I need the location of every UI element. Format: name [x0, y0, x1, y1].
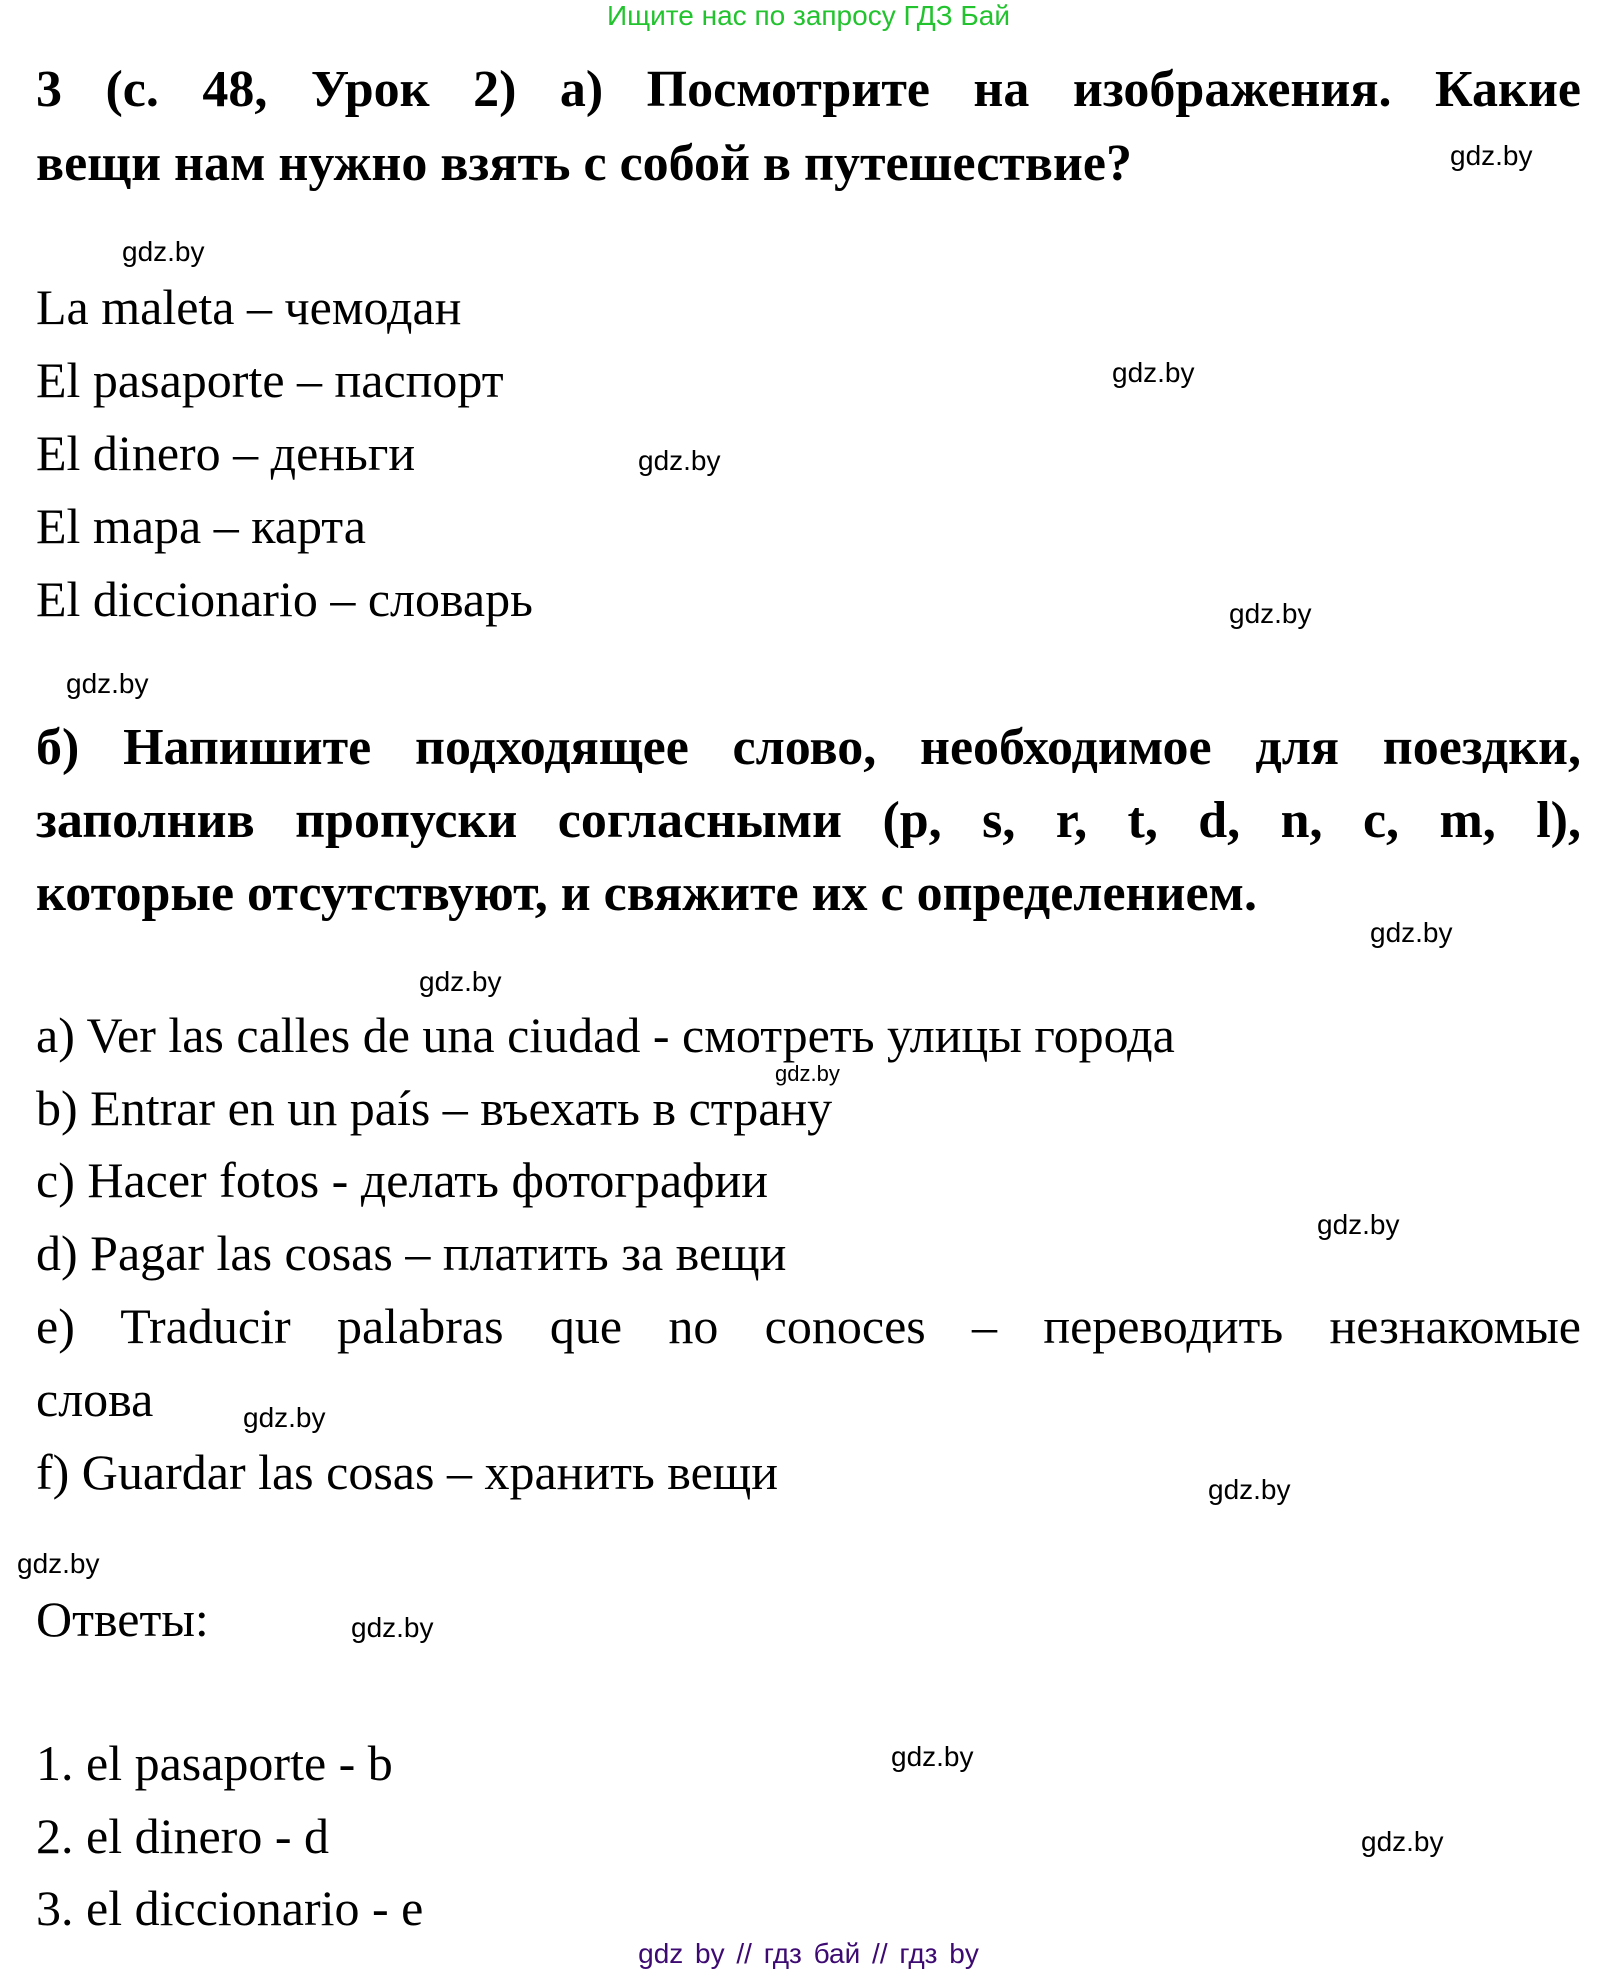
- watermark: gdz.by: [1317, 1209, 1400, 1240]
- answer-1: 1. el pasaporte - b: [36, 1735, 393, 1791]
- watermark: gdz.by: [66, 668, 149, 699]
- definition-c: c) Hacer fotos - делать фотографии: [36, 1152, 769, 1208]
- definition-d: d) Pagar las cosas – платить за вещи: [36, 1225, 787, 1281]
- part-b-line-1: б) Напишите подходящее слово, необходимое для поездки,: [36, 719, 1581, 776]
- answer-3: 3. el diccionario - e: [36, 1880, 424, 1936]
- part-b-line-2: заполнив пропуски согласными (p, s, r, t, d, n, c, m, l),: [36, 792, 1581, 849]
- definition-a: a) Ver las calles de una ciudad - смотреть улицы города: [36, 1007, 1175, 1063]
- watermark: gdz.by: [1361, 1826, 1444, 1857]
- vocab-item-pasaporte: El pasaporte – паспорт: [36, 352, 504, 408]
- watermark: gdz.by: [351, 1612, 434, 1643]
- answer-2: 2. el dinero - d: [36, 1808, 329, 1864]
- watermark: gdz.by: [17, 1548, 100, 1579]
- footer-watermark: gdz by // гдз бай // гдз by: [638, 1938, 979, 1969]
- task-title-line-2: вещи нам нужно взять с собой в путешествие?: [36, 135, 1132, 192]
- watermark: gdz.by: [1229, 598, 1312, 629]
- watermark: gdz.by: [1370, 917, 1453, 948]
- definition-b: b) Entrar en un país – въехать в страну: [36, 1080, 833, 1136]
- watermark: gdz.by: [638, 445, 721, 476]
- answers-label: Ответы:: [36, 1591, 209, 1647]
- task-title-line-1: 3 (с. 48, Урок 2) а) Посмотрите на изображения. Какие: [36, 61, 1581, 118]
- watermark: gdz.by: [243, 1402, 326, 1433]
- vocab-item-dinero: El dinero – деньги: [36, 425, 416, 481]
- watermark: gdz.by: [1208, 1474, 1291, 1505]
- watermark: gdz.by: [1450, 140, 1533, 171]
- vocab-item-diccionario: El diccionario – словарь: [36, 571, 533, 627]
- watermark: gdz.by: [775, 1061, 840, 1086]
- search-banner: Ищите нас по запросу ГДЗ Бай: [606, 0, 1011, 31]
- watermark: gdz.by: [419, 966, 502, 997]
- vocab-item-mapa: El mapa – карта: [36, 498, 366, 554]
- vocab-item-maleta: La maleta – чемодан: [36, 279, 462, 335]
- definition-e-continued: слова: [36, 1371, 154, 1427]
- definition-e: e) Traducir palabras que no conoces – переводить незнакомые: [36, 1298, 1581, 1354]
- definition-f: f) Guardar las cosas – хранить вещи: [36, 1444, 779, 1500]
- watermark: gdz.by: [1112, 357, 1195, 388]
- watermark: gdz.by: [891, 1741, 974, 1772]
- part-b-line-3: которые отсутствуют, и свяжите их с определением.: [36, 865, 1257, 922]
- watermark: gdz.by: [122, 236, 205, 267]
